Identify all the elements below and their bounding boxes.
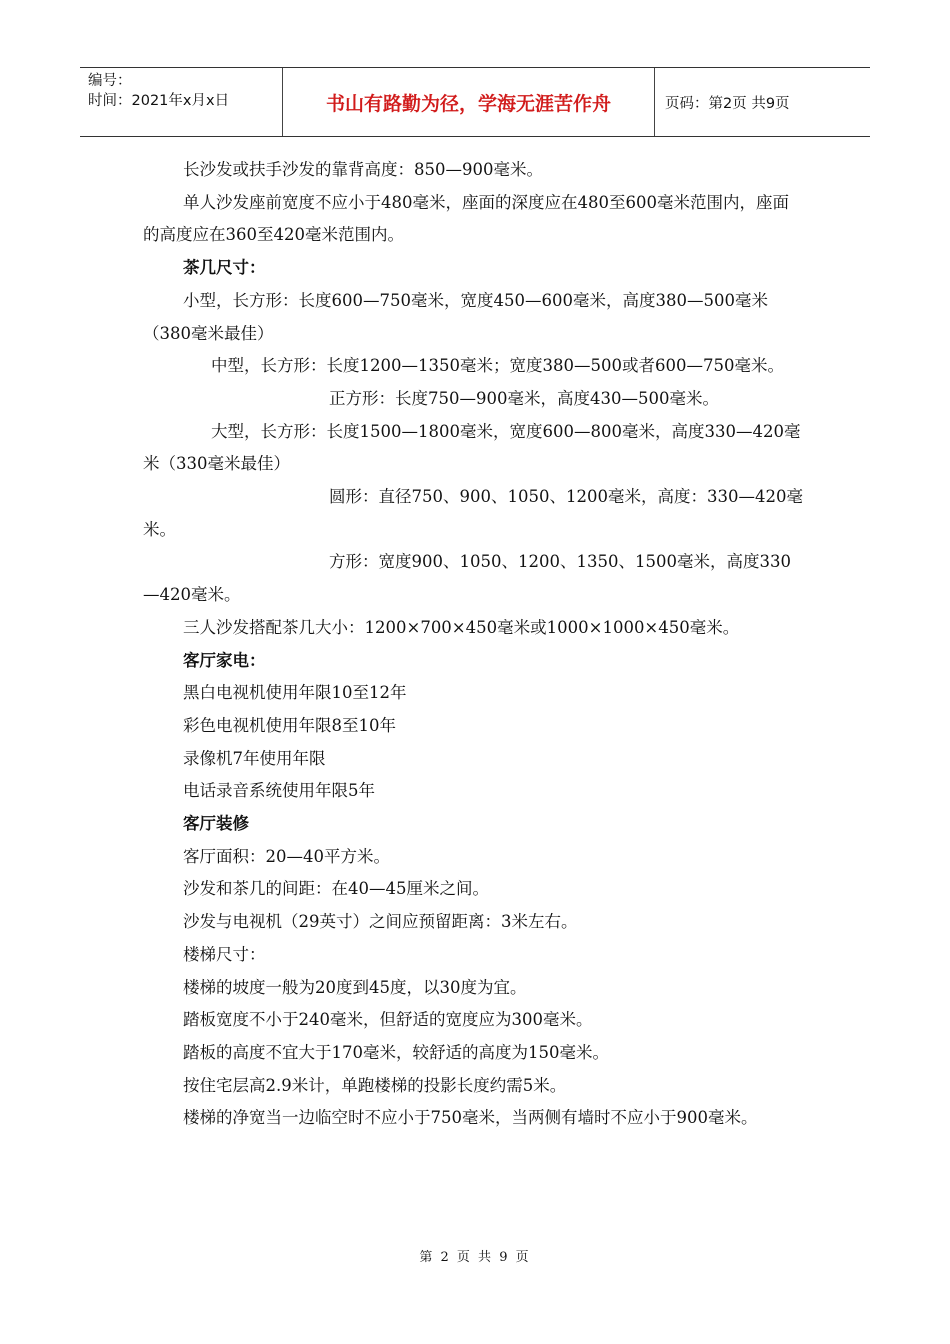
header-page-info: 页码：第2页 共9页 (665, 95, 790, 112)
header-meta (80, 68, 283, 136)
list-item: 电话录音系统使用年限5年 (183, 781, 375, 801)
list-item: 彩色电视机使用年限8至10年 (183, 715, 396, 735)
section-heading: 茶几尺寸： (183, 258, 266, 278)
paragraph: 长沙发或扶手沙发的靠背高度：850—900毫米。 (183, 160, 543, 179)
paragraph: 楼梯的净宽当一边临空时不应小于750毫米，当两侧有墙时不应小于900毫米。 (183, 1108, 758, 1128)
page-footer: 第 2 页 共 9 页 (419, 1250, 531, 1265)
list-item: 沙发与电视机（29英寸）之间应预留距离：3米左右。 (183, 912, 578, 932)
list-item: 楼梯的坡度一般为20度到45度，以30度为宜。 (183, 977, 527, 997)
list-item: 黑白电视机使用年限10至12年 (183, 683, 407, 703)
paragraph: 圆形：直径750、900、1050、1200毫米，高度：330—420毫米。 (143, 487, 803, 539)
page-header (80, 67, 870, 137)
list-item: 按住宅层高2.9米计，单跑楼梯的投影长度约需5米。 (183, 1075, 567, 1095)
paragraph: 方形：宽度900、1050、1200、1350、1500毫米，高度330—420毫米。 (143, 552, 791, 605)
header-number-label: 编号： (88, 73, 132, 89)
paragraph: 大型，长方形：长度1500—1800毫米，宽度600—800毫米，高度330—420毫米（330毫米最佳） (143, 421, 801, 474)
paragraph: 单人沙发座前宽度不应小于480毫米，座面的深度应在480至600毫米范围内，座面的高度应在360至420毫米范围内。 (143, 192, 789, 245)
list-item: 踏板的高度不宜大于170毫米，较舒适的高度为150毫米。 (183, 1042, 609, 1062)
section-heading: 客厅装修 (183, 814, 249, 834)
paragraph: 正方形：长度750—900毫米，高度430—500毫米。 (329, 388, 719, 408)
list-item: 踏板宽度不小于240毫米，但舒适的宽度应为300毫米。 (183, 1010, 593, 1030)
header-time-label: 时间：2021年x月x日 (88, 93, 230, 109)
section-heading: 客厅家电： (183, 650, 266, 670)
list-item: 录像机7年使用年限 (183, 748, 326, 768)
subheading: 楼梯尺寸： (183, 944, 266, 964)
header-motto: 书山有路勤为径，学海无涯苦作舟 (283, 68, 655, 136)
list-item: 客厅面积：20—40平方米。 (183, 846, 390, 866)
paragraph: 小型，长方形：长度600—750毫米，宽度450—600毫米，高度380—500毫米（380毫米最佳） (143, 290, 768, 343)
paragraph: 中型，长方形：长度1200—1350毫米；宽度380—500或者600—750毫米。 (211, 356, 784, 376)
list-item: 沙发和茶几的间距：在40—45厘米之间。 (183, 879, 489, 899)
document-body (143, 154, 803, 1135)
paragraph: 三人沙发搭配茶几大小：1200×700×450毫米或1000×1000×450毫米。 (183, 617, 740, 637)
